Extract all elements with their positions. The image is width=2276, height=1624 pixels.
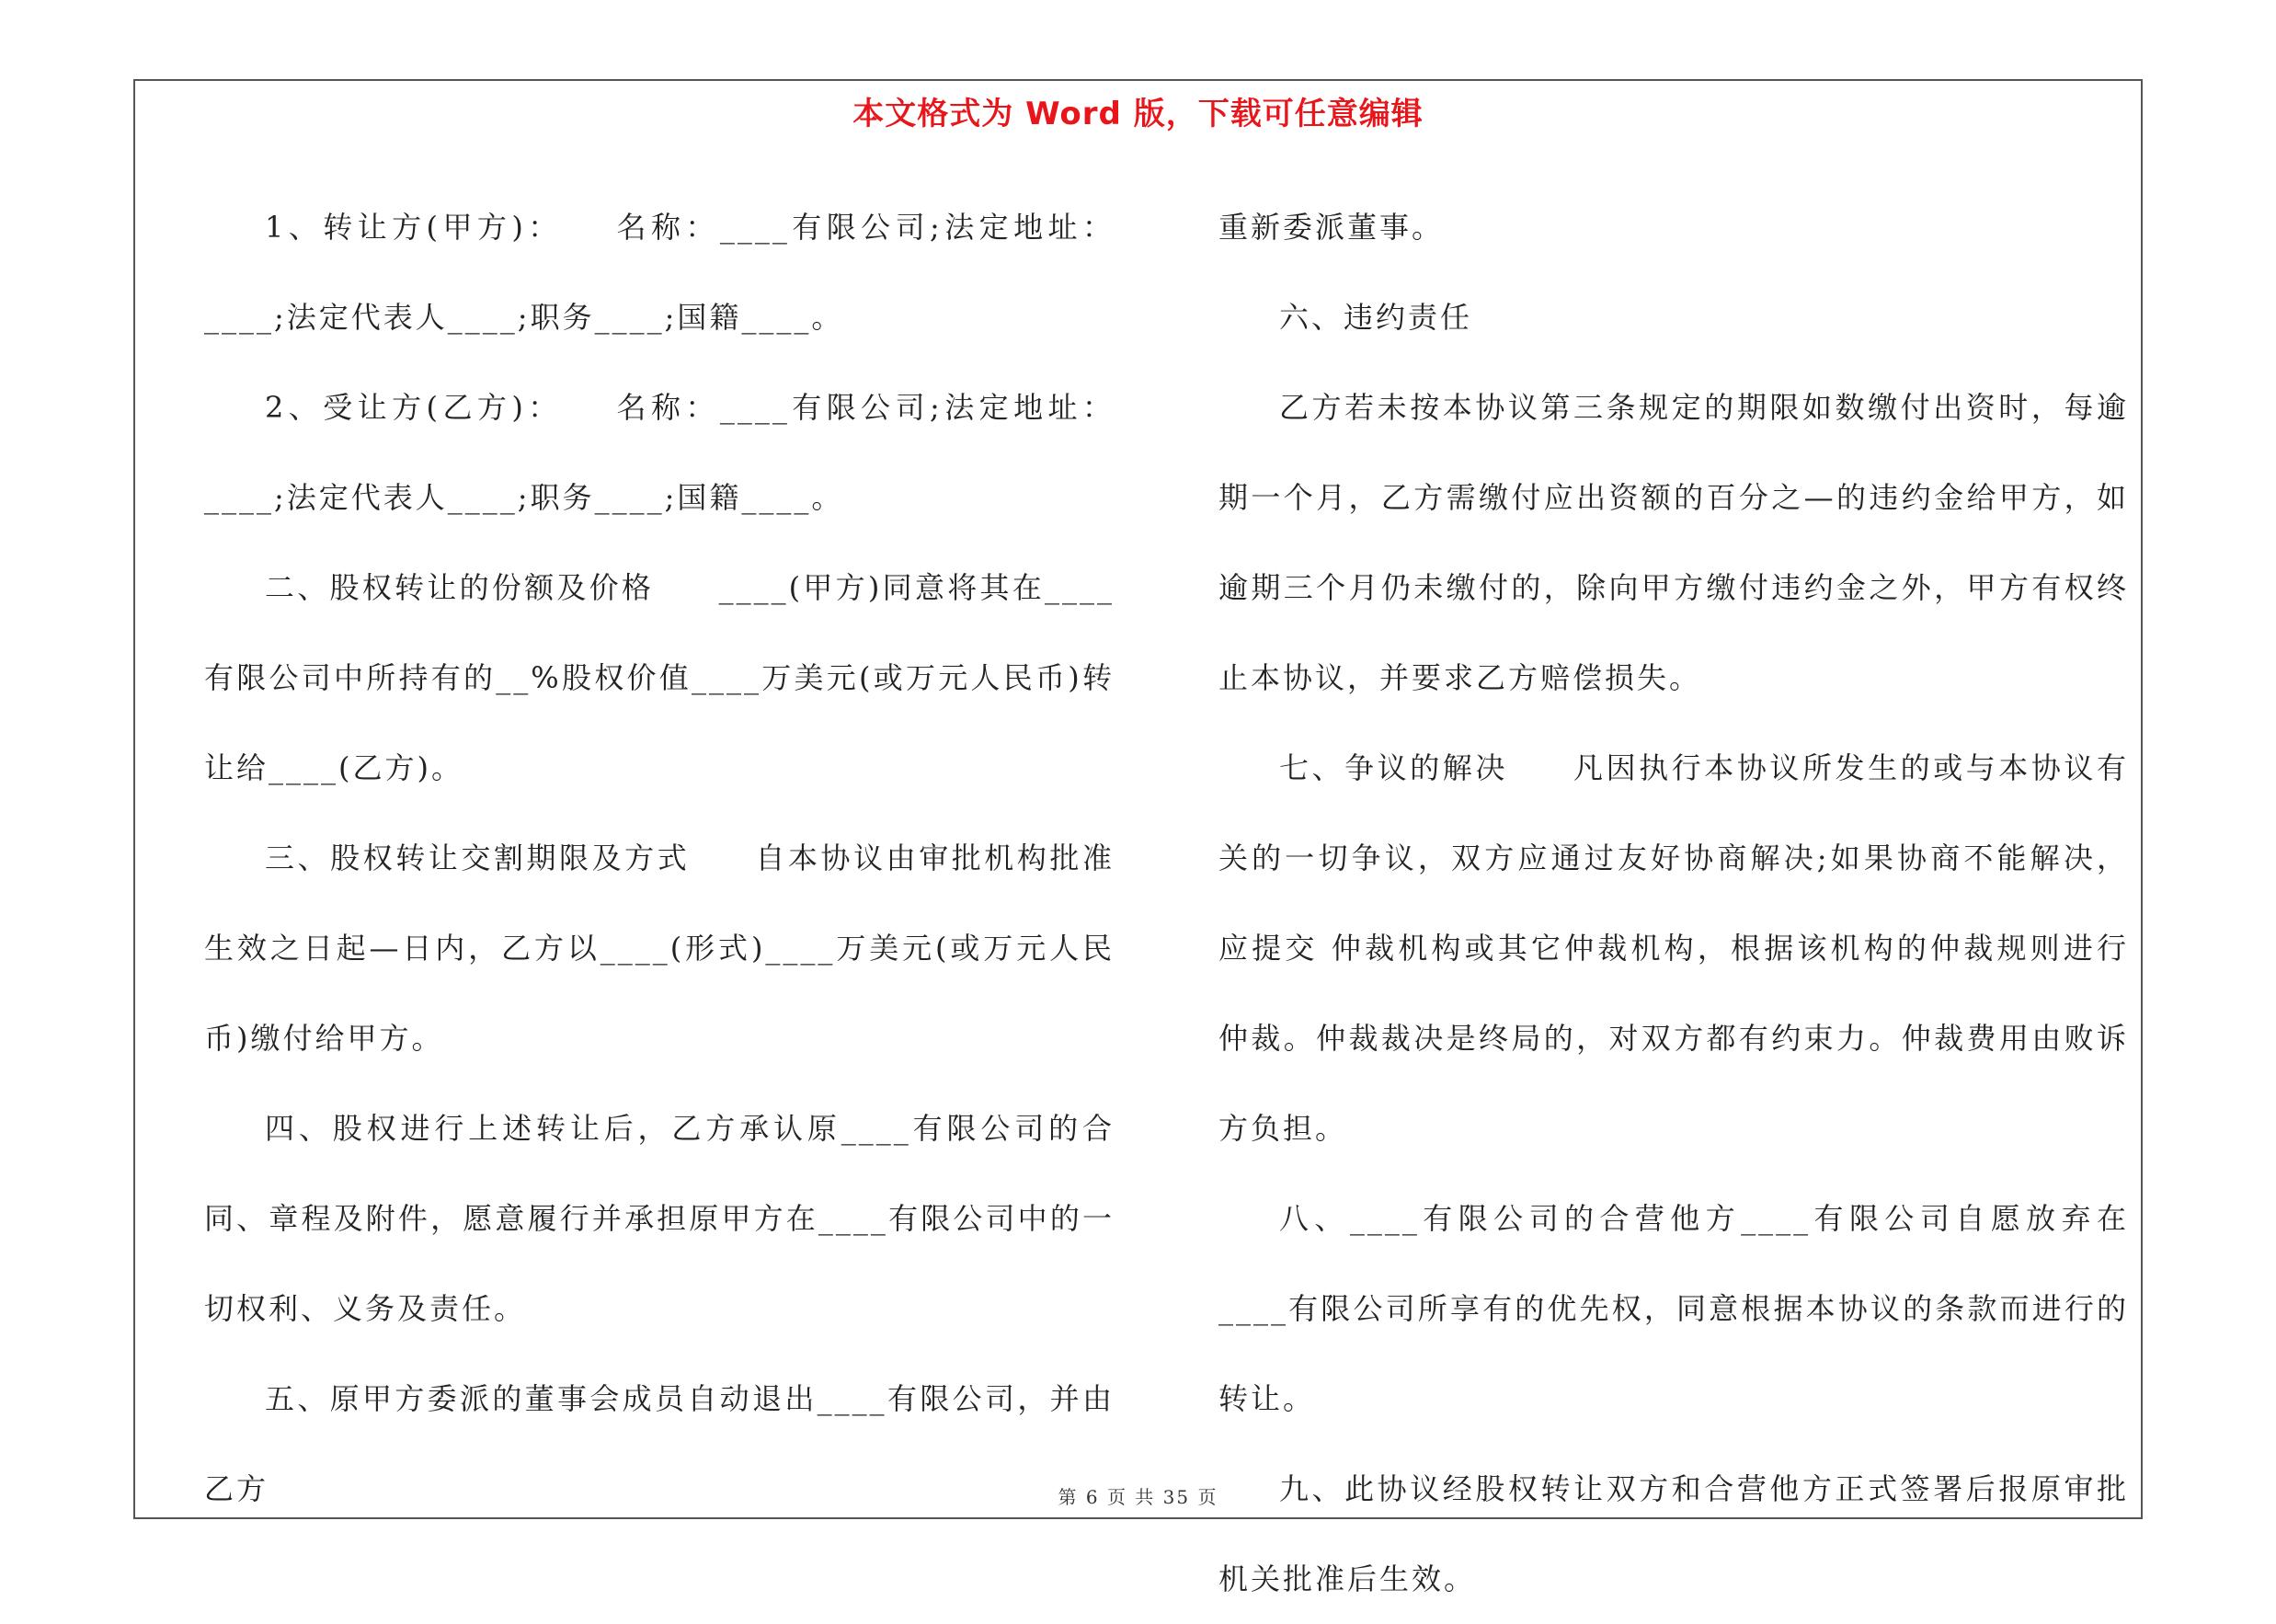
format-banner: 本文格式为 Word 版，下载可任意编辑	[852, 96, 1424, 132]
left-column	[204, 182, 1115, 1534]
paragraph-board-members-continued: 重新委派董事。	[1218, 210, 1445, 245]
paragraph-transferor: 1、转让方(甲方)： 名称：____有限公司;法定地址：____;法定代表人____;职务____;国籍____。	[204, 210, 1115, 335]
page-number: 第 6 页 共 35 页	[1058, 1486, 1218, 1508]
paragraph-board-members: 五、原甲方委派的董事会成员自动退出____有限公司，并由乙方	[204, 1381, 1115, 1506]
paragraph-delivery-terms: 三、股权转让交割期限及方式 自本协议由审批机构批准生效之日起—日内，乙方以____(形式)____万美元(或万元人民币)缴付给甲方。	[204, 841, 1115, 1056]
right-column	[1218, 182, 2129, 1624]
paragraph-effectiveness: 九、此协议经股权转让双方和合营他方正式签署后报原审批机关批准后生效。	[1218, 1471, 2129, 1596]
heading-breach-liability: 六、违约责任	[1279, 300, 1473, 335]
paragraph-dispute-resolution: 七、争议的解决 凡因执行本协议所发生的或与本协议有关的一切争议，双方应通过友好协商解决;如果协商不能解决，应提交 仲裁机构或其它仲裁机构，根据该机构的仲裁规则进行仲裁。仲裁裁决是终局的，对双方都有约束力。仲裁费用由败诉方负担。	[1218, 750, 2129, 1146]
paragraph-obligations: 四、股权进行上述转让后，乙方承认原____有限公司的合同、章程及附件，愿意履行并承担原甲方在____有限公司中的一切权利、义务及责任。	[204, 1111, 1115, 1326]
paragraph-preemptive-right: 八、____有限公司的合营他方____有限公司自愿放弃在____有限公司所享有的优先权，同意根据本协议的条款而进行的转让。	[1218, 1201, 2129, 1416]
paragraph-share-and-price: 二、股权转让的份额及价格 ____(甲方)同意将其在____有限公司中所持有的__%股权价值____万美元(或万元人民币)转让给____(乙方)。	[204, 570, 1115, 785]
paragraph-transferee: 2、受让方(乙方)： 名称：____有限公司;法定地址：____;法定代表人____;职务____;国籍____。	[204, 390, 1115, 515]
paragraph-breach-liability: 乙方若未按本协议第三条规定的期限如数缴付出资时，每逾期一个月，乙方需缴付应出资额的百分之—的违约金给甲方，如逾期三个月仍未缴付的，除向甲方缴付违约金之外，甲方有权终止本协议，并要求乙方赔偿损失。	[1218, 390, 2129, 695]
